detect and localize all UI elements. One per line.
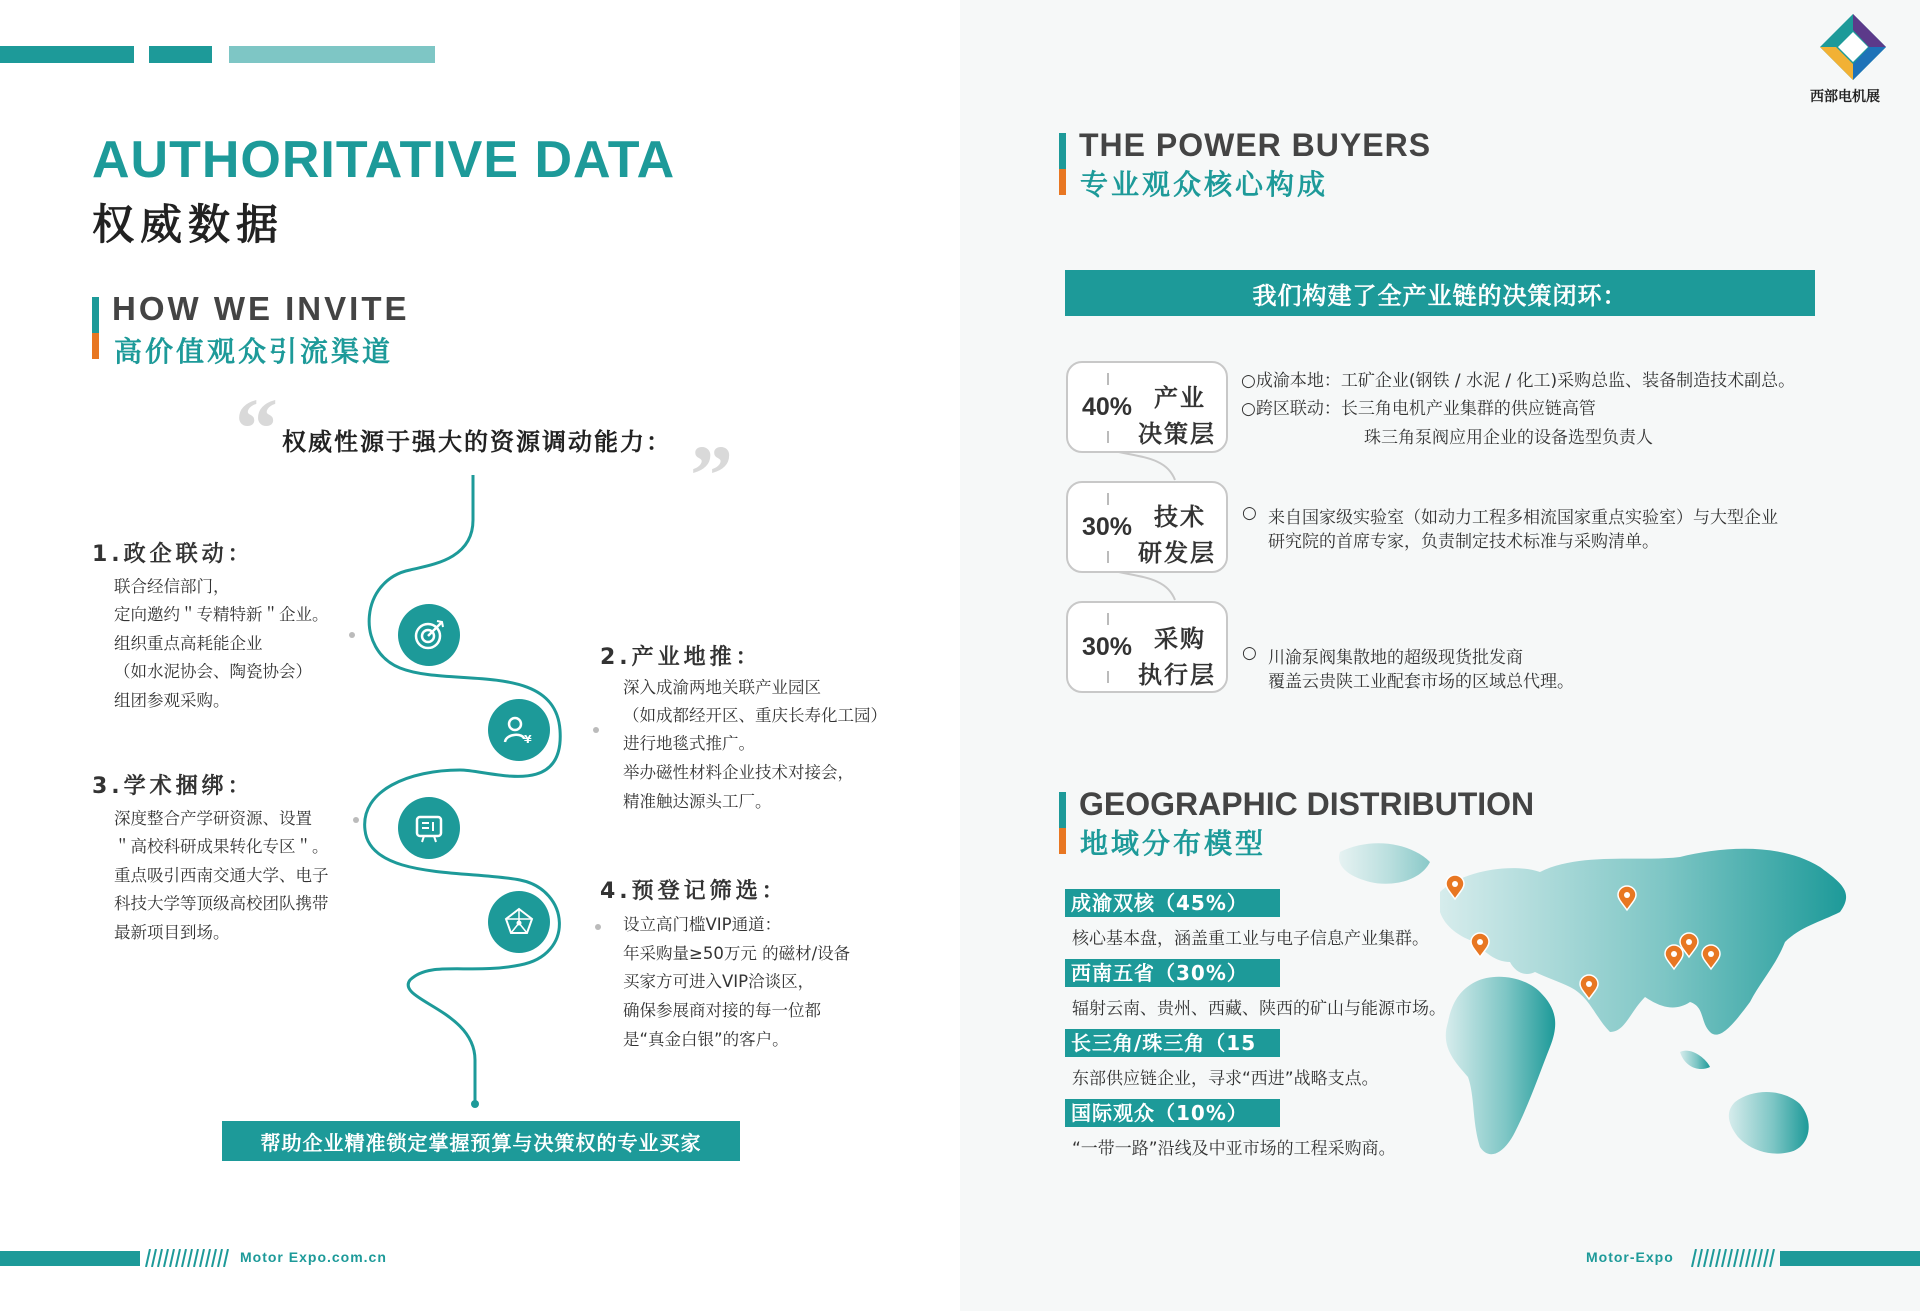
item-4-line: 是“真金白银”的客户。: [623, 1030, 789, 1049]
item-2-line: 举办磁性材料企业技术对接会，: [623, 763, 854, 782]
layer-name: 产业: [1154, 384, 1206, 412]
item-2-line: 深入成渝两地关联产业园区: [623, 678, 821, 697]
layer-percent: 30%: [1082, 513, 1133, 541]
item-2-line: （如成都经开区、重庆长寿化工园）: [623, 706, 887, 725]
item-1-line: 定向邀约＂专精特新＂企业。: [114, 605, 329, 624]
item-3-title: 3.学术捆绑：: [92, 774, 254, 799]
layer-bullet: ○: [1242, 643, 1257, 663]
layer-desc: ○跨区联动：长三角电机产业集群的供应链高管: [1241, 399, 1596, 419]
presentation-icon: [398, 797, 460, 859]
page-title-en: AUTHORITATIVE DATA: [92, 131, 676, 189]
item-2-title: 2.产业地推：: [600, 645, 762, 670]
section2-title-en: GEOGRAPHIC DISTRIBUTION: [1079, 786, 1535, 822]
right-page: [960, 0, 1920, 1311]
network-icon: [488, 891, 550, 953]
item-1-line: 组团参观采购。: [114, 691, 230, 710]
footer-brand: Motor-Expo: [1586, 1249, 1674, 1265]
svg-text:¥: ¥: [524, 733, 532, 746]
item-3-line: 深度整合产学研资源、设置: [114, 809, 312, 828]
geo-desc: “一带一路”沿线及中亚市场的工程采购商。: [1072, 1139, 1396, 1159]
section1-title-en: THE POWER BUYERS: [1079, 127, 1432, 163]
item-2-line: 精准触达源头工厂。: [623, 792, 772, 811]
layer-name: 采购: [1154, 625, 1206, 653]
layer-desc: ○成渝本地：工矿企业(钢铁 / 水泥 / 化工)采购总监、装备制造技术副总。: [1241, 371, 1796, 391]
item-1-title: 1.政企联动：: [92, 542, 254, 567]
geo-label: 国际观众（10%）: [1065, 1099, 1280, 1127]
item-1-line: （如水泥协会、陶瓷协会）: [114, 662, 312, 681]
page-title-cn: 权威数据: [92, 200, 285, 249]
item-3-line: 重点吸引西南交通大学、电子: [114, 866, 329, 885]
layer-card-decision: [1066, 361, 1228, 453]
bottom-banner: 帮助企业精准锁定掌握预算与决策权的专业买家: [222, 1121, 740, 1161]
item-1-line: 组织重点高耗能企业: [114, 634, 263, 653]
footer-website[interactable]: Motor Expo.com.cn: [240, 1249, 387, 1265]
quote-text: 权威性源于强大的资源调动能力：: [282, 428, 672, 456]
footer-bar: [1780, 1251, 1920, 1266]
geo-desc: 东部供应链企业，寻求“西进”战略支点。: [1072, 1069, 1379, 1089]
quote-open-mark: “: [235, 380, 278, 476]
layer-name: 研发层: [1138, 539, 1216, 567]
layer-percent: 30%: [1082, 633, 1133, 661]
section-title-en: HOW WE INVITE: [112, 290, 410, 327]
item-4-line: 确保参展商对接的每一位都: [623, 1001, 821, 1020]
layer-desc: 研究院的首席专家，负责制定技术标准与采购清单。: [1268, 532, 1659, 552]
geo-label: 成渝双核（45%）: [1065, 889, 1280, 917]
item-1-line: 联合经信部门，: [114, 577, 230, 596]
layer-desc: 覆盖云贵陕工业配套市场的区域总代理。: [1268, 672, 1574, 692]
layer-desc: 珠三角泵阀应用企业的设备选型负责人: [1364, 428, 1653, 448]
investor-icon: [488, 699, 550, 761]
layer-percent: 40%: [1082, 393, 1133, 421]
item-4-line: 买家方可进入VIP洽谈区，: [623, 972, 815, 991]
item-4-line: 设立高门槛VIP通道：: [623, 915, 782, 934]
section1-title-cn: 专业观众核心构成: [1080, 168, 1329, 201]
layer-desc: 来自国家级实验室（如动力工程多相流国家重点实验室）与大型企业: [1268, 508, 1778, 528]
layer-name: 技术: [1154, 503, 1206, 531]
section-title-cn: 高价值观众引流渠道: [114, 335, 394, 368]
layer-name: 决策层: [1138, 420, 1216, 448]
layer-name: 执行层: [1138, 661, 1216, 689]
layer-card-purchase: [1066, 601, 1228, 693]
world-map: [1280, 832, 1880, 1232]
item-4-line: 年采购量≥50万元 的磁材/设备: [623, 944, 851, 963]
footer-bar: [0, 1251, 140, 1266]
section-marker: [1059, 792, 1066, 854]
target-icon: [398, 604, 460, 666]
decision-loop-banner: 我们构建了全产业链的决策闭环：: [1065, 270, 1815, 316]
footer-stripes: [142, 1249, 234, 1267]
geo-label: 西南五省（30%）: [1065, 959, 1280, 987]
geo-desc: 辐射云南、贵州、西藏、陕西的矿山与能源市场。: [1072, 999, 1446, 1019]
layer-desc: 川渝泵阀集散地的超级现货批发商: [1268, 648, 1523, 668]
item-3-line: 科技大学等顶级高校团队携带: [114, 894, 329, 913]
layer-bullet: ○: [1242, 503, 1257, 523]
geo-label: 长三角/珠三角（15: [1065, 1029, 1280, 1057]
item-4-title: 4.预登记筛选：: [600, 879, 788, 904]
item-3-line: 最新项目到场。: [114, 923, 230, 942]
layer-card-rd: [1066, 481, 1228, 573]
section2-title-cn: 地域分布模型: [1080, 827, 1267, 860]
footer-stripes: [1688, 1249, 1780, 1267]
item-2-line: 进行地毯式推广。: [623, 734, 755, 753]
quote-close-mark: ”: [690, 427, 733, 523]
geo-desc: 核心基本盘，涵盖重工业与电子信息产业集群。: [1072, 929, 1429, 949]
item-3-line: ＂高校科研成果转化专区＂。: [114, 837, 329, 856]
logo-text: 西部电机展: [1810, 89, 1880, 105]
